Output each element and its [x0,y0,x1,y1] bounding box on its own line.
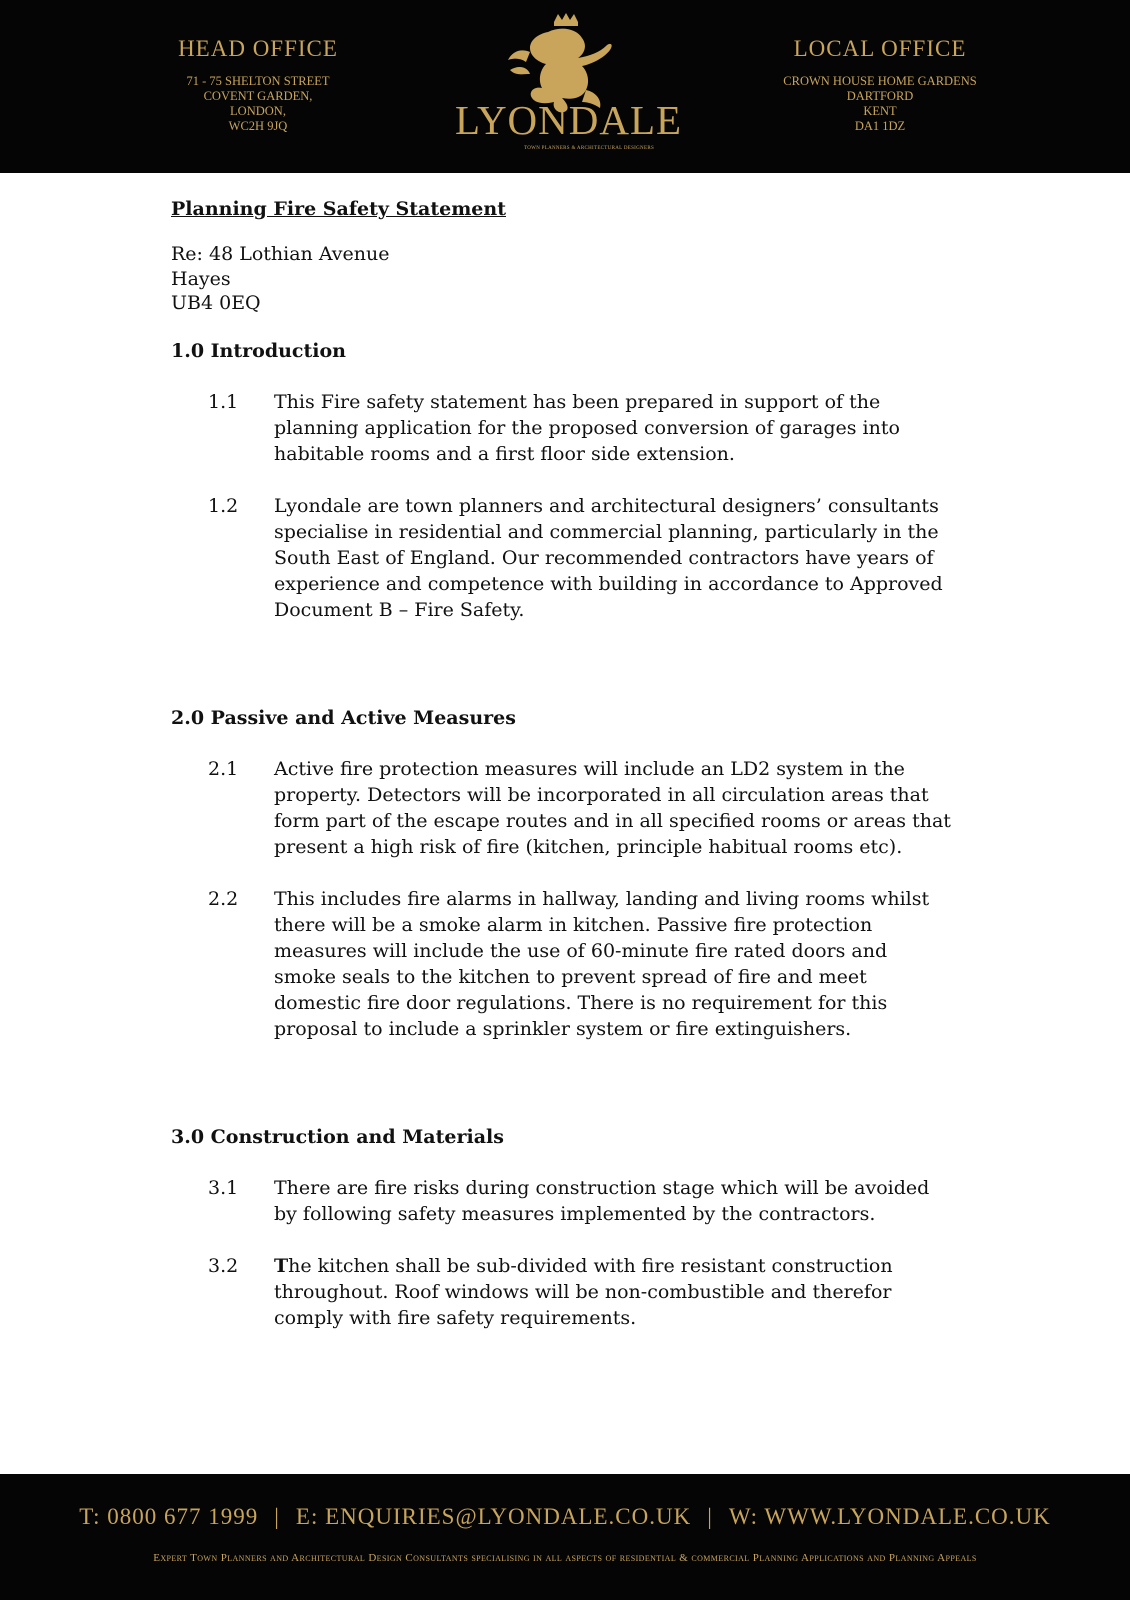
footer-website: W: WWW.LYONDALE.CO.UK [728,1504,1051,1529]
paragraph-rest: he kitchen shall be sub-divided with fire resistant construction throughout. Roof windows will be non-combustible and therefor comply with fire safety requirements. [274,1254,893,1329]
numbered-paragraph [208,1175,954,1227]
head-office-line: COVENT GARDEN, [203,89,313,103]
paragraph-number: 3.2 [208,1254,239,1277]
local-office-line: DA1 1DZ [854,119,906,133]
logo-tagline: TOWN PLANNERS & ARCHITECTURAL DESIGNERS [524,146,655,151]
footer-email: E: ENQUIRIES@LYONDALE.CO.UK [295,1504,692,1529]
paragraph-text: Active fire protection measures will include an LD2 system in the property. Detectors will be incorporated in all circulation areas that form part of the escape routes and in all specified rooms or areas that present a high risk of fire (kitchen, principle habitual rooms etc). [274,757,951,858]
paragraph-number: 1.1 [208,390,239,413]
paragraph-number: 2.1 [208,757,239,780]
address-line: UB4 0EQ [171,292,261,314]
letterhead-footer [0,1474,1130,1600]
section-heading: 1.0 Introduction [171,339,346,362]
head-office-title: HEAD OFFICE [178,36,338,61]
paragraph-text: There are fire risks during construction stage which will be avoided by following safety measures implemented by the contractors. [274,1176,930,1225]
footer-phone: T: 0800 677 1999 [79,1504,259,1529]
paragraph-lead-letter: T [274,1254,289,1277]
numbered-paragraph [208,1253,954,1331]
local-office-address [760,74,1000,134]
footer-separator: | [274,1504,280,1529]
property-address [171,242,961,316]
head-office-line: WC2H 9JQ [228,119,288,133]
head-office-address [138,74,378,134]
numbered-paragraph [208,493,954,623]
head-office-line: LONDON, [230,104,286,118]
address-line: Re: 48 Lothian Avenue [171,243,390,265]
numbered-paragraph [208,886,954,1042]
footer-separator: | [707,1504,713,1529]
document-body [171,196,961,1331]
local-office-line: DARTFORD [846,89,914,103]
paragraph-text: This includes fire alarms in hallway, landing and living rooms whilst there will be a smoke alarm in kitchen. Passive fire protection measures will include the use of 60-minute fire rated doors and smoke seals to the kitchen to prevent spread of fire and meet domestic fire door regulations. There is no requirement for this proposal to include a sprinkler system or fire extinguishers. [274,887,930,1040]
footer-tagline: Expert Town Planners and Architectural Design Consultants specialising in all aspects of residential & commercial Planning Applications and Planning Appeals [153,1552,977,1564]
document-title: Planning Fire Safety Statement [171,198,506,220]
logo-wordmark: LYONDALE [455,97,683,143]
local-office-title: LOCAL OFFICE [793,36,967,61]
section-heading: 3.0 Construction and Materials [171,1125,504,1148]
numbered-paragraph [208,389,954,467]
local-office-line: CROWN HOUSE HOME GARDENS [783,74,977,88]
paragraph-text: Lyondale are town planners and architectural designers’ consultants specialise in residential and commercial planning, particularly in the South East of England. Our recommended contractors have years of experience and competence with building in accordance to Approved Document B – Fire Safety. [274,494,943,621]
paragraph-number: 2.2 [208,887,239,910]
section-heading: 2.0 Passive and Active Measures [171,706,516,729]
paragraph-number: 1.2 [208,494,239,517]
paragraph-text [274,1253,954,1331]
local-office-line: KENT [863,104,897,118]
head-office-line: 71 - 75 SHELTON STREET [186,74,330,88]
paragraph-number: 3.1 [208,1176,239,1199]
letterhead-header [0,0,1130,173]
footer-contact-line [0,1504,1130,1530]
address-line: Hayes [171,267,231,290]
paragraph-text: This Fire safety statement has been prepared in support of the planning application for the proposed conversion of garages into habitable rooms and a first floor side extension. [274,390,900,465]
numbered-paragraph [208,756,954,860]
